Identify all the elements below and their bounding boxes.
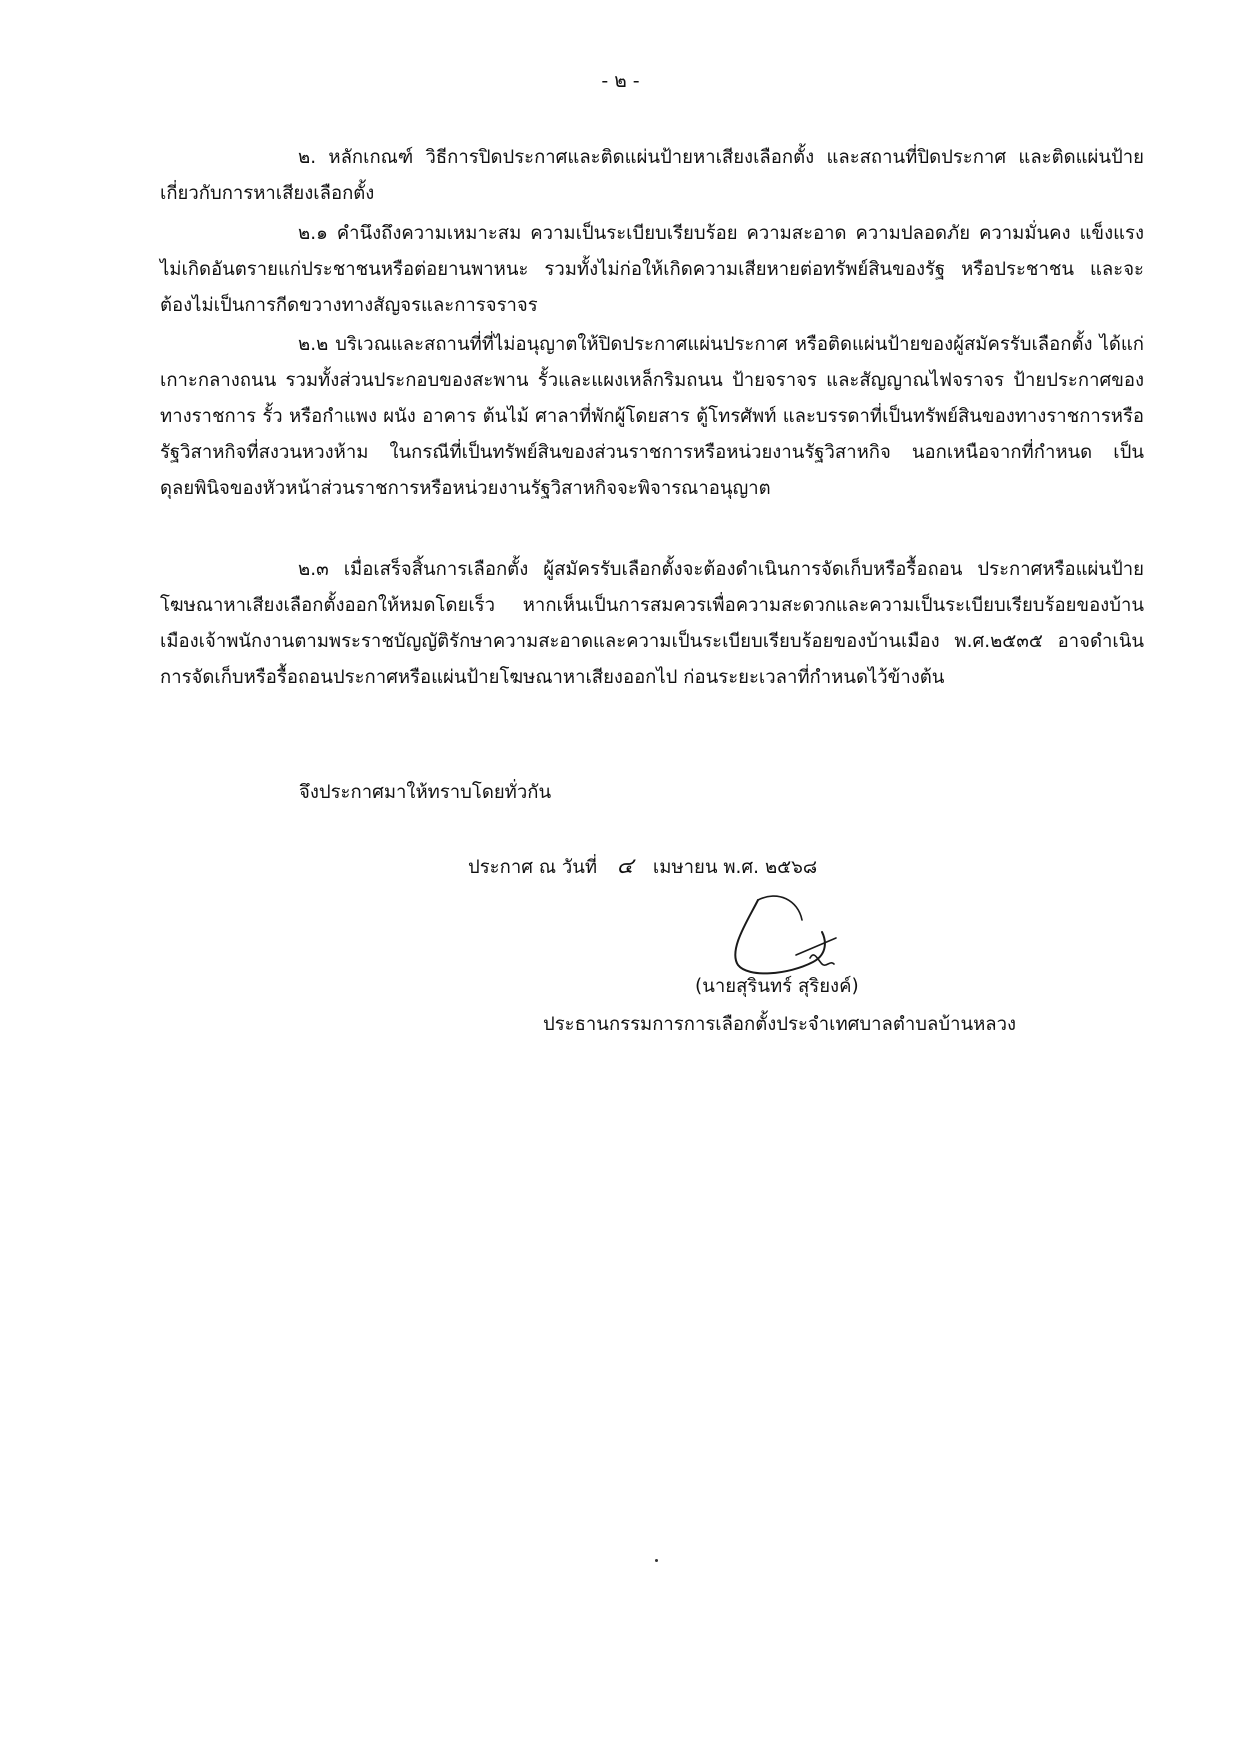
paragraph-2-3: ๒.๓ เมื่อเสร็จสิ้นการเลือกตั้ง ผู้สมัครรับเลือกตั้งจะต้องดำเนินการจัดเก็บหรือรื้อถอน ประกาศหรือแผ่นป้ายโฆษณาหาเสียงเลือกตั้งออกให้หมดโดยเร็ว หากเห็นเป็นการสมควรเพื่อความสะดวกและความเป็นระเบียบเรียบร้อยของบ้านเมืองเจ้าพนักงานตามพระราชบัญญัติรักษาความสะอาดและความเป็นระเบียบเรียบร้อยของบ้านเมือง พ.ศ.๒๕๓๕ อาจดำเนินการจัดเก็บหรือรื้อถอนประกาศหรือแผ่นป้ายโฆษณาหาเสียงออกไป ก่อนระยะเวลาที่กำหนดไว้ข้างต้น	[160, 559, 1144, 688]
page-number: - ๒ -	[601, 70, 640, 92]
paragraph-criteria: ๒. หลักเกณฑ์ วิธีการปิดประกาศและติดแผ่นป้ายหาเสียงเลือกตั้ง และสถานที่ปิดประกาศ และติดแผ่นป้ายเกี่ยวกับการหาเสียงเลือกตั้ง	[160, 147, 1144, 204]
date-day-handwritten: ๔	[616, 854, 634, 879]
date-suffix: เมษายน พ.ศ. ๒๕๖๘	[652, 857, 818, 878]
signer-position: ประธานกรรมการการเลือกตั้งประจำเทศบาลตำบลบ้านหลวง	[543, 1014, 1017, 1035]
date-prefix: ประกาศ ณ วันที่	[468, 857, 598, 878]
paragraph-2-2: ๒.๒ บริเวณและสถานที่ที่ไม่อนุญาตให้ปิดประกาศแผ่นประกาศ หรือติดแผ่นป้ายของผู้สมัครรับเลือกตั้ง ได้แก่ เกาะกลางถนน รวมทั้งส่วนประกอบของสะพาน รั้วและแผงเหล็กริมถนน ป้ายจราจร และสัญญาณไฟจราจร ป้ายประกาศของทางราชการ รั้ว หรือกำแพง ผนัง อาคาร ต้นไม้ ศาลาที่พักผู้โดยสาร ตู้โทรศัพท์ และบรรดาที่เป็นทรัพย์สินของทางราชการหรือรัฐวิสาหกิจที่สงวนหวงห้าม ในกรณีที่เป็นทรัพย์สินของส่วนราชการหรือหน่วยงานรัฐวิสาหกิจ นอกเหนือจากที่กำหนด เป็นดุลยพินิจของหัวหน้าส่วนราชการหรือหน่วยงานรัฐวิสาหกิจจะพิจารณาอนุญาต	[160, 334, 1144, 499]
scan-speck	[655, 1559, 658, 1562]
paragraph-2-1: ๒.๑ คำนึงถึงความเหมาะสม ความเป็นระเบียบเรียบร้อย ความสะอาด ความปลอดภัย ความมั่นคง แข็งแรง ไม่เกิดอันตรายแก่ประชาชนหรือต่อยานพาหนะ รวมทั้งไม่ก่อให้เกิดความเสียหายต่อทรัพย์สินของรัฐ หรือประชาชน และจะต้องไม่เป็นการกีดขวางทางสัญจรและการจราจร	[160, 223, 1144, 316]
announcement-date	[468, 848, 817, 883]
signer-name: (นายสุรินทร์ สุริยงค์)	[695, 976, 859, 997]
closing-statement: จึงประกาศมาให้ทราบโดยทั่วกัน	[299, 782, 552, 803]
